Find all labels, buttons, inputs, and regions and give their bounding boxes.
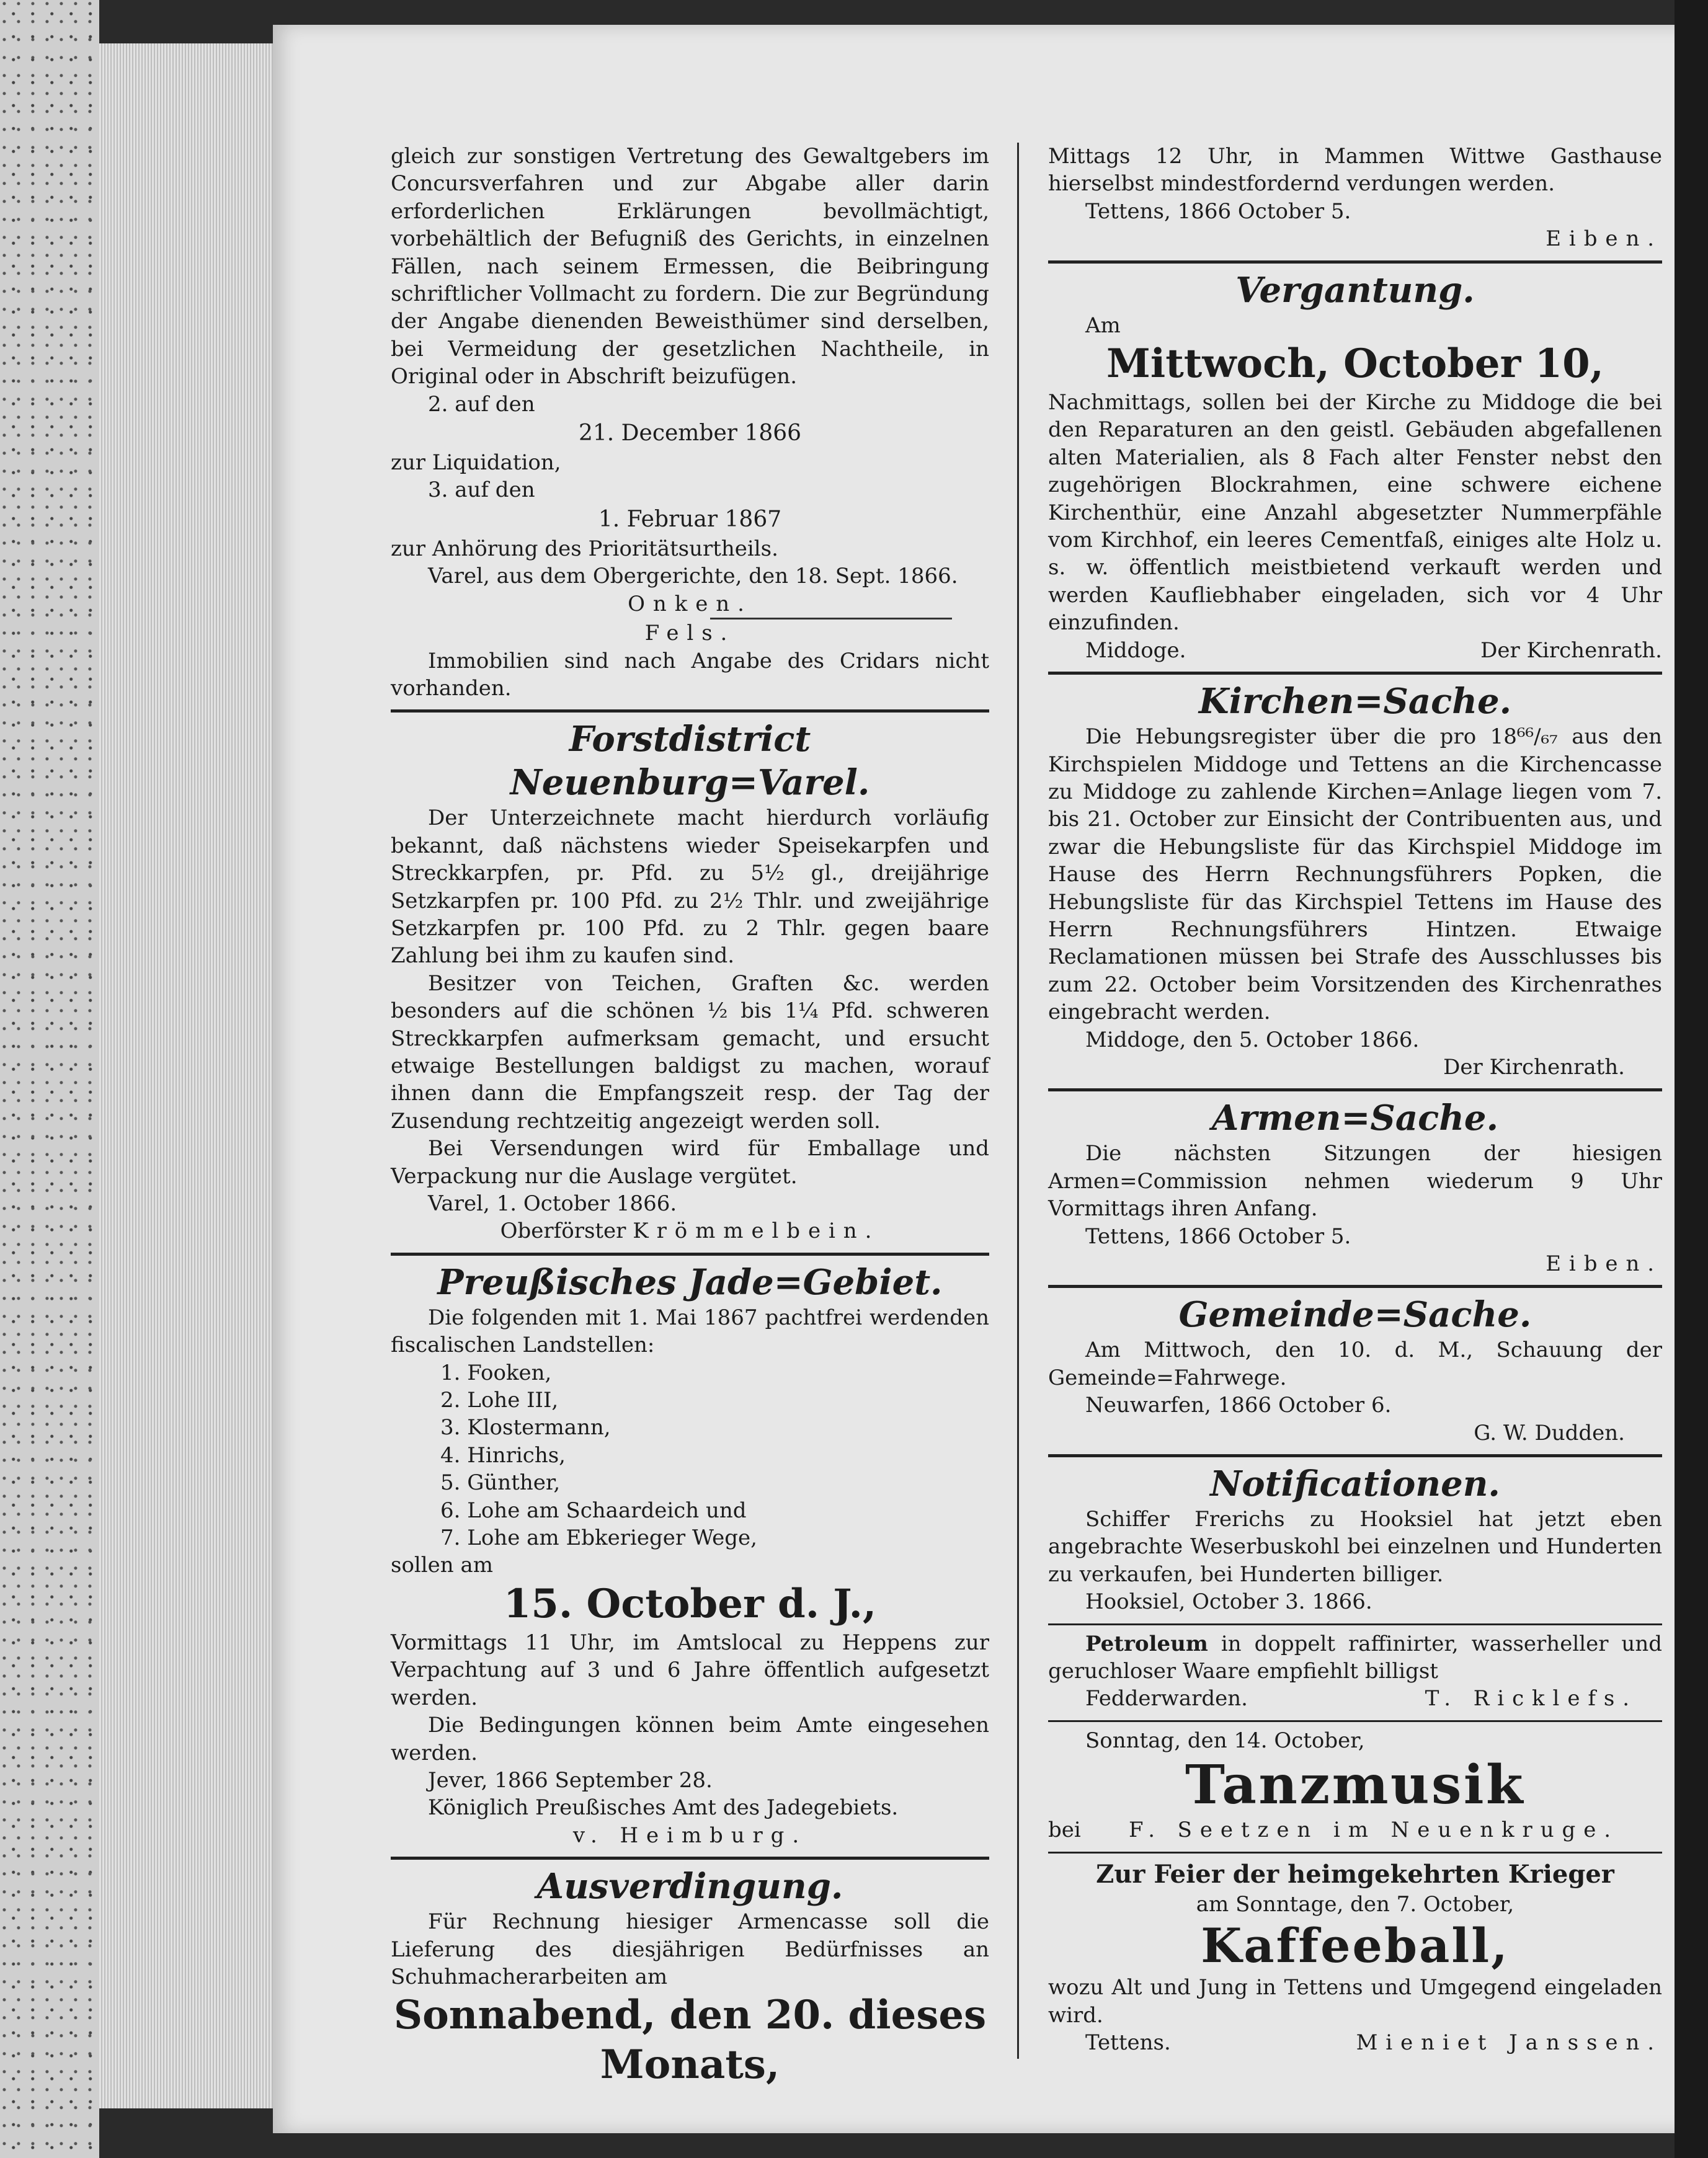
section-rule [1048, 1285, 1662, 1288]
feier-date: am Sonntage, den 7. October, [1196, 1891, 1515, 1917]
jade-sollen: sollen am [391, 1553, 494, 1578]
section-rule [1048, 1720, 1662, 1722]
list-item: 6. Lohe am Schaardeich und [440, 1498, 747, 1523]
vergantung-signature: Der Kirchenrath. [1480, 637, 1662, 663]
verdingung-continuation: Mittags 12 Uhr, in Mammen Wittwe Gasthause hierselbst mindestfordernd verdungen werden. [1048, 144, 1662, 197]
gemeinde-signature: G. W. Dudden. [1474, 1420, 1625, 1445]
left-column [391, 143, 989, 2090]
book-fore-edge [0, 0, 99, 2158]
signature-eiben: Eiben. [1546, 226, 1662, 252]
vergantung-signoff [1048, 637, 1662, 664]
kaffeeball-heading: Kaffeeball, [1201, 1918, 1510, 1974]
feier-place: Tettens. [1085, 2030, 1171, 2055]
tanz-date: Sonntag, den 14. October, [1085, 1728, 1365, 1753]
armen-signature: Eiben. [1546, 1251, 1662, 1276]
list-item: 1. Fooken, [440, 1360, 552, 1385]
jade-date: 15. October d. J., [503, 1580, 877, 1627]
jade-signature: v. Heimburg. [572, 1823, 807, 1848]
list-item: 3. Klostermann, [440, 1415, 611, 1441]
petroleum-text: in doppelt raffinirter, wasserheller und geruchloser Waare empfiehlt billigst [1048, 1631, 1662, 1684]
petroleum-signature: T. Ricklefs. [1425, 1686, 1637, 1712]
tanz-host-line [1048, 1816, 1662, 1844]
list-item: 4. Hinrichs, [440, 1442, 566, 1468]
forst-paragraph-1: Der Unterzeichnete macht hierdurch vorläufig bekannt, daß nächstens wieder Speisekarpfen und Streckkarpfen, pr. Pfd. zu 5½ gl., dreijährige Setzkarpfen pr. 100 Pfd. zu 2½ Thlr. und zweijährige Setzkarpfen pr. 100 Pfd. zu 2 Thlr. gegen baare Zahlung bei ihm zu kaufen sind. [391, 806, 989, 969]
heading-ausverdingung: Ausverdingung. [536, 1866, 843, 1907]
gemeinde-place-date: Neuwarfen, 1866 October 6. [1085, 1393, 1392, 1418]
vergantung-am: Am [1085, 313, 1121, 338]
petroleum-signoff [1048, 1685, 1662, 1712]
armen-paragraph: Die nächsten Sitzungen der hiesigen Armen=Commission nehmen wiederum 9 Uhr Vormittags ihren Anfang. [1048, 1141, 1662, 1222]
heading-gemeinde-sache: Gemeinde=Sache. [1178, 1294, 1532, 1336]
forst-signature [391, 1217, 989, 1245]
tanz-host: F. Seetzen im Neuenkruge. [1128, 1818, 1619, 1843]
forst-paragraph-2: Besitzer von Teichen, Graften &c. werden besonders auf die schönen ½ bis 1¼ Pfd. schweren Streckkarpfen aufmerksam gemacht, und ersucht etwaige Bestellungen baldigst zu machen, worauf ihnen dann die Empfangszeit resp. der Tag der Zusendung rechtzeitig angezeigt werden soll. [391, 970, 989, 1134]
vergantung-place: Middoge. [1085, 637, 1186, 663]
spine-shadow [1675, 0, 1708, 2158]
heading-jade-gebiet: Preußisches Jade=Gebiet. [437, 1261, 943, 1303]
petroleum-place: Fedderwarden. [1085, 1686, 1248, 1712]
jade-place-date: Jever, 1866 September 28. [428, 1767, 713, 1793]
item-3: 3. auf den [428, 477, 535, 503]
forst-paragraph-3: Bei Versendungen wird für Emballage und Verpackung nur die Auslage vergütet. [391, 1136, 989, 1189]
jade-authority: Königlich Preußisches Amt des Jadegebiets. [428, 1795, 899, 1821]
tanzmusik-heading: Tanzmusik [1185, 1754, 1525, 1817]
jade-paragraph: Vormittags 11 Uhr, im Amtslocal zu Heppens zur Verpachtung auf 3 und 6 Jahre öffentlich aufgesetzt werden. [391, 1630, 989, 1710]
notice-continuation: gleich zur sonstigen Vertretung des Gewaltgebers im Concursverfahren und zur Abgabe aller darin erforderlichen Erklärungen bevollmächtigt, vorbehältlich der Befugniß des Gerichts, in einzelnen Fällen, nach seinem Ermessen, die Beibringung schriftlicher Vollmacht zu fordern. Die zur Begründung der Angabe dienenden Beweisthümer sind derselben, bei Vermeidung der gesetzlichen Nachtheile, in Original oder in Abschrift beizufügen. [391, 144, 989, 389]
date-liquidation: 21. December 1866 [578, 420, 802, 446]
petroleum-keyword: Petroleum [1085, 1631, 1208, 1656]
page-stack-edge [99, 43, 298, 2108]
feier-signoff [1048, 2029, 1662, 2056]
vergantung-date: Mittwoch, October 10, [1106, 340, 1604, 388]
section-rule [1048, 260, 1662, 264]
heading-kirchen-sache: Kirchen=Sache. [1198, 681, 1512, 722]
heading-notificationen: Notificationen. [1210, 1463, 1500, 1505]
feier-invitation: wozu Alt und Jung in Tettens und Umgegend eingeladen wird. [1048, 1975, 1662, 2028]
hearing-label: zur Anhörung des Prioritätsurtheils. [391, 536, 778, 561]
tanz-bei: bei [1048, 1818, 1081, 1843]
gemeinde-paragraph: Am Mittwoch, den 10. d. M., Schauung der Gemeinde=Fahrwege. [1048, 1338, 1662, 1390]
kirchen-paragraph: Die Hebungsregister über die pro 18⁶⁶/₆₇ aus den Kirchspielen Middoge und Tettens an die Kirchencasse zu Middoge zu zahlende Kirchen=Anlage liegen vom 7. bis 21. October zur Einsicht der Contribuenten aus, und zwar die Hebungsliste für das Kirchspiel Middoge im Hause des Herrn Rechnungsführers Popken, die Hebungsliste für das Kirchspiel Tettens im Hause des Herrn Rechnungsführers Hintzen. Etwaige Reclamationen müssen bei Strafe des Ausschlusses bis zum 22. October beim Vorsitzenden des Kirchenrathes eingebracht werden. [1048, 724, 1662, 1025]
item-2: 2. auf den [428, 391, 535, 417]
notification-paragraph: Schiffer Frerichs zu Hooksiel hat jetzt eben angebrachte Weserbuskohl bei einzelnen und Hunderten zu verkaufen, bei Hunderten billiger. [1048, 1507, 1662, 1587]
immobilien-note: Immobilien sind nach Angabe des Cridars nicht vorhanden. [391, 648, 989, 701]
armen-place-date: Tettens, 1866 October 5. [1085, 1223, 1351, 1249]
section-rule [391, 709, 989, 713]
jade-intro: Die folgenden mit 1. Mai 1867 pachtfrei werdenden fiscalischen Landstellen: [391, 1305, 989, 1358]
section-rule [1048, 1623, 1662, 1625]
feier-heading: Zur Feier der heimgekehrten Krieger [1096, 1859, 1614, 1889]
ausverdingung-paragraph: Für Rechnung hiesiger Armencasse soll die Lieferung des diesjährigen Bedürfnisses an Schuhmacherarbeiten am [391, 1909, 989, 1989]
list-item: 2. Lohe III, [440, 1388, 559, 1413]
notification-place-date: Hooksiel, October 3. 1866. [1085, 1589, 1372, 1615]
date-hearing: 1. Februar 1867 [598, 506, 782, 532]
section-rule [391, 1857, 989, 1860]
kirchen-signature: Der Kirchenrath. [1443, 1054, 1625, 1080]
kirchen-place-date: Middoge, den 5. October 1866. [1085, 1027, 1420, 1052]
forst-signature-title: Oberförster [500, 1219, 626, 1244]
section-rule [391, 1253, 989, 1256]
vergantung-paragraph: Nachmittags, sollen bei der Kirche zu Middoge die bei den Reparaturen an den geistl. Gebäuden abgefallenen alten Materialien, als 8 Fach alter Fenster nebst den zugehörigen Blockrahmen, eine schwere eichene Kirchenthür, eine Anzahl abgesetzter Nummerpfähle vom Kirchhof, ein leeres Cementfaß, einiges alte Holz u. s. w. öffentlich meistbietend verkauft werden und werden Kaufliebhaber eingeladen, sich vor 4 Uhr einzufinden. [1048, 390, 1662, 636]
feier-signature: Mieniet Janssen. [1356, 2030, 1662, 2055]
section-rule [1048, 1454, 1662, 1457]
forst-place-date: Varel, 1. October 1866. [428, 1191, 677, 1216]
heading-vergantung: Vergantung. [1235, 269, 1475, 311]
signature-onken: Onken. [628, 591, 752, 616]
signature-fels: Fels. [644, 621, 736, 646]
section-rule [1048, 672, 1662, 675]
column-divider [1017, 143, 1019, 2059]
heading-forstdistrict: Forstdistrict Neuenburg=Varel. [510, 719, 870, 804]
heading-armen-sache: Armen=Sache. [1211, 1098, 1499, 1139]
liquidation-label: zur Liquidation, [391, 450, 561, 476]
list-item: 5. Günther, [440, 1470, 561, 1496]
section-rule [1048, 1852, 1662, 1854]
ausverdingung-date: Sonnabend, den 20. dieses Monats, [393, 1992, 987, 2089]
forst-signature-name: Krömmelbein. [633, 1219, 880, 1244]
verdingung-place-date: Tettens, 1866 October 5. [1085, 198, 1351, 224]
right-column [1048, 143, 1662, 2056]
jade-conditions: Die Bedingungen können beim Amte eingesehen werden. [391, 1713, 989, 1765]
petroleum-ad [1048, 1630, 1662, 1685]
section-rule [1048, 1088, 1662, 1091]
court-place-date: Varel, aus dem Obergerichte, den 18. Sept. 1866. [428, 564, 958, 589]
list-item: 7. Lohe am Ebkerieger Wege, [440, 1525, 757, 1551]
